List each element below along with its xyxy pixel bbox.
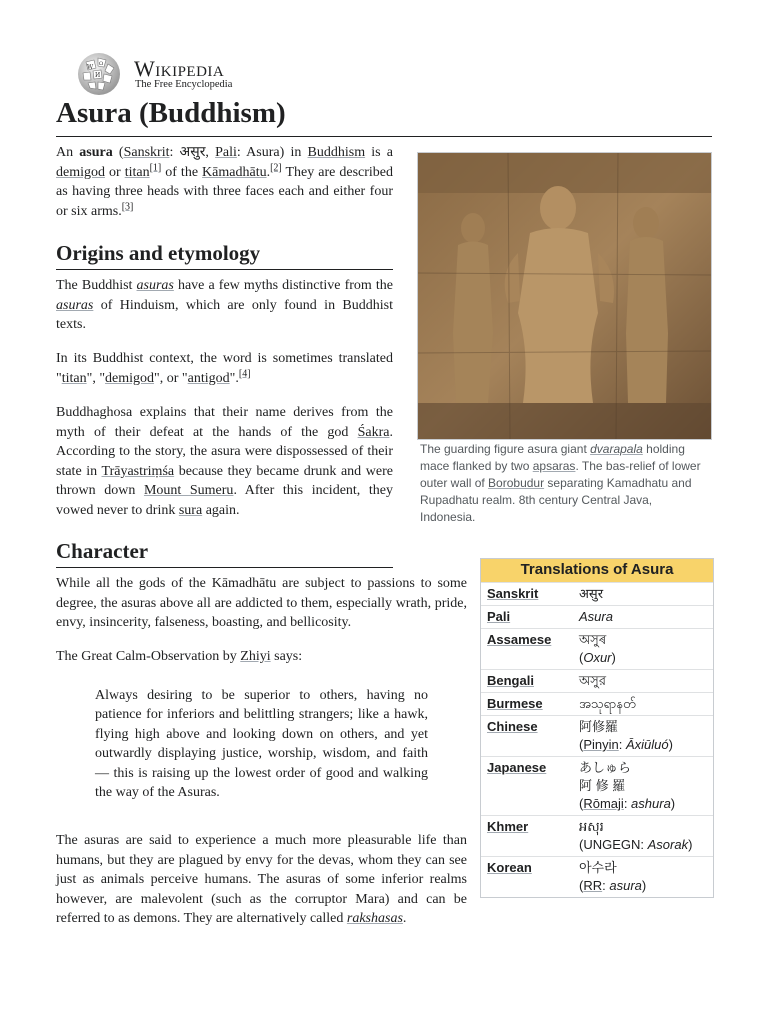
- image-caption: The guarding figure asura giant dvarapala holding mace flanked by two apsaras. The bas-relief of lower outer wall of Borobudur separating Kamadhatu and Rupadhatu realm. 8th century Central Java, Indonesia.: [420, 442, 701, 524]
- link-antigod[interactable]: antigod: [187, 370, 230, 386]
- link-kamadhatu[interactable]: Kāmadhātu: [202, 164, 267, 180]
- link-pinyin[interactable]: Pinyin: [583, 737, 619, 752]
- page-title: Asura (Buddhism): [56, 97, 286, 129]
- label-ungegn: UNGEGN: [583, 837, 641, 852]
- value-assamese-roman: Oxur: [583, 650, 612, 665]
- link-titan[interactable]: titan: [124, 164, 150, 180]
- infobox-row-korean: Korean 아수라 (RR: asura): [481, 856, 713, 897]
- link-mount-sumeru[interactable]: Mount Sumeru: [143, 483, 234, 499]
- value-khmer-roman: Asorak: [647, 837, 689, 852]
- link-trayastrimsa[interactable]: Trāyastriṃśa: [101, 463, 175, 479]
- link-rakshasas[interactable]: rakshasas: [346, 911, 403, 927]
- value-japanese-roman: ashura: [631, 796, 671, 811]
- character-paragraph-1: While all the gods of the Kāmadhātu are subject to passions to some degree, the asuras above all are addicted to them, especially wrath, pride, envy, insincerity, falseness, boasting, and bellicosity.: [56, 576, 467, 631]
- value-korean-roman: asura: [609, 878, 642, 893]
- origins-paragraph-1: The Buddhist asuras have a few myths distinctive from the asuras of Hinduism, which are only found in Buddhist texts.: [56, 278, 393, 333]
- link-lang-chinese[interactable]: Chinese: [487, 719, 538, 734]
- value-pali: Asura: [579, 609, 613, 624]
- link-lang-pali[interactable]: Pali: [487, 609, 511, 624]
- link-sura[interactable]: sura: [178, 502, 203, 518]
- asura-relief-image[interactable]: [417, 152, 712, 440]
- ref-3[interactable]: [3]: [121, 201, 134, 213]
- link-lang-assamese[interactable]: Assamese: [487, 632, 552, 647]
- wikipedia-globe-logo[interactable]: [74, 52, 124, 96]
- wikipedia-tagline: The Free Encyclopedia: [135, 79, 233, 90]
- infobox-title: Translations of Asura: [481, 559, 713, 582]
- link-lang-bengali[interactable]: Bengali: [487, 673, 534, 688]
- origins-paragraph-3: Buddhaghosa explains that their name derives from the myth of their defeat at the hands of the god Śakra. According to the story, the asura were dispossessed of their state in Trāyastriṃśa because they became drunk and were thrown down Mount Sumeru. After this incident, they vowed never to drink sura again.: [56, 405, 393, 518]
- infobox-row-chinese: Chinese 阿修羅 (Pinyin: Āxiūluó): [481, 715, 713, 756]
- link-borobudur[interactable]: Borobudur: [488, 476, 545, 490]
- value-chinese: 阿修羅: [579, 719, 619, 734]
- value-chinese-roman: Āxiūluó: [626, 737, 669, 752]
- translations-infobox: [480, 558, 714, 898]
- origins-divider: [56, 269, 393, 270]
- link-lang-burmese[interactable]: Burmese: [487, 696, 543, 711]
- value-burmese: အသုရာနတ်: [579, 696, 636, 711]
- value-bengali: অসুর: [579, 673, 606, 688]
- link-titan-2[interactable]: titan: [61, 370, 87, 386]
- ref-2[interactable]: [2]: [270, 161, 282, 173]
- value-khmer: អសុរ: [579, 819, 604, 834]
- link-dvarapala[interactable]: dvarapala: [590, 442, 643, 456]
- link-pali[interactable]: Pali: [215, 145, 237, 160]
- heading-character: Character: [56, 539, 149, 563]
- value-assamese: অসুৰ: [579, 632, 607, 647]
- infobox-row-burmese: [481, 692, 713, 715]
- infobox-row-japanese: Japanese あしゅら 阿 修 羅 (Rōmaji: ashura): [481, 756, 713, 815]
- value-japanese-kana: あしゅら: [579, 760, 632, 775]
- link-asuras[interactable]: asuras: [136, 278, 174, 293]
- infobox-row-assamese: Assamese অসুৰ (Oxur): [481, 628, 713, 669]
- zhiyi-quote: Always desiring to be superior to others, having no patience for inferiors and belittling strangers; like a hawk, flying high above and looking down on others, and yet outwardly displaying justice, worship, wisdom, and faith — this is raising up the lowest order of good and walking the way of the Asuras.: [95, 688, 428, 801]
- wikipedia-wordmark[interactable]: Wikipedia: [134, 56, 225, 81]
- svg-text:W: W: [87, 64, 94, 71]
- title-divider: [56, 136, 712, 137]
- link-lang-sanskrit[interactable]: Sanskrit: [487, 586, 539, 601]
- link-zhiyi[interactable]: Zhiyi: [240, 649, 271, 664]
- link-lang-korean[interactable]: Korean: [487, 860, 532, 875]
- value-japanese-kanji: 阿 修 羅: [579, 778, 626, 793]
- link-demigod-2[interactable]: demigod: [105, 370, 155, 386]
- link-demigod[interactable]: demigod: [56, 164, 105, 180]
- link-sanskrit[interactable]: Sanskrit: [123, 145, 170, 160]
- link-buddhism[interactable]: Buddhism: [307, 145, 366, 160]
- infobox-row-bengali: [481, 669, 713, 692]
- ref-1[interactable]: [1]: [149, 161, 162, 173]
- character-paragraph-2: The Great Calm-Observation by Zhiyi says:: [56, 649, 303, 664]
- svg-text:Ω: Ω: [99, 61, 104, 67]
- intro-paragraph: An asura (Sanskrit: असुर, Pali: Asura) in Buddhism is a demigod or titan[1] of the Kāmadhātu.[2] They are described as having three heads with three faces each and either four or six arms.[3]: [56, 145, 394, 219]
- infobox-row-khmer: Khmer អសុរ (UNGEGN: Asorak): [481, 815, 713, 856]
- origins-paragraph-2: In its Buddhist context, the word is sometimes translated "titan", "demigod", or "antigod".[4]: [56, 351, 393, 386]
- infobox-row-pali: [481, 605, 713, 628]
- ref-4[interactable]: [4]: [238, 367, 251, 379]
- heading-origins: Origins and etymology: [56, 241, 261, 265]
- link-sakra[interactable]: Śakra: [357, 424, 390, 440]
- link-lang-khmer[interactable]: Khmer: [487, 819, 529, 834]
- infobox-row-sanskrit: [481, 582, 713, 605]
- value-korean: 아수라: [579, 860, 617, 875]
- link-lang-japanese[interactable]: Japanese: [487, 760, 547, 775]
- link-asuras-hinduism[interactable]: asuras: [56, 297, 94, 313]
- link-romaji[interactable]: Rōmaji: [583, 796, 624, 811]
- term-asura: asura: [79, 145, 113, 160]
- character-divider: [56, 567, 393, 568]
- link-rr[interactable]: RR: [583, 878, 603, 893]
- link-apsaras[interactable]: apsaras: [532, 459, 576, 473]
- svg-text:И: И: [95, 72, 101, 79]
- character-paragraph-3: The asuras are said to experience a much more pleasurable life than humans, but they are plagued by envy for the devas, whom they can see just as animals perceive humans. The asuras of some inferior realms however, are malevolent (such as the corruptor Mara) and can be referred to as demons. They are alternatively called rakshasas.: [56, 833, 467, 927]
- value-sanskrit: असुर: [579, 586, 604, 601]
